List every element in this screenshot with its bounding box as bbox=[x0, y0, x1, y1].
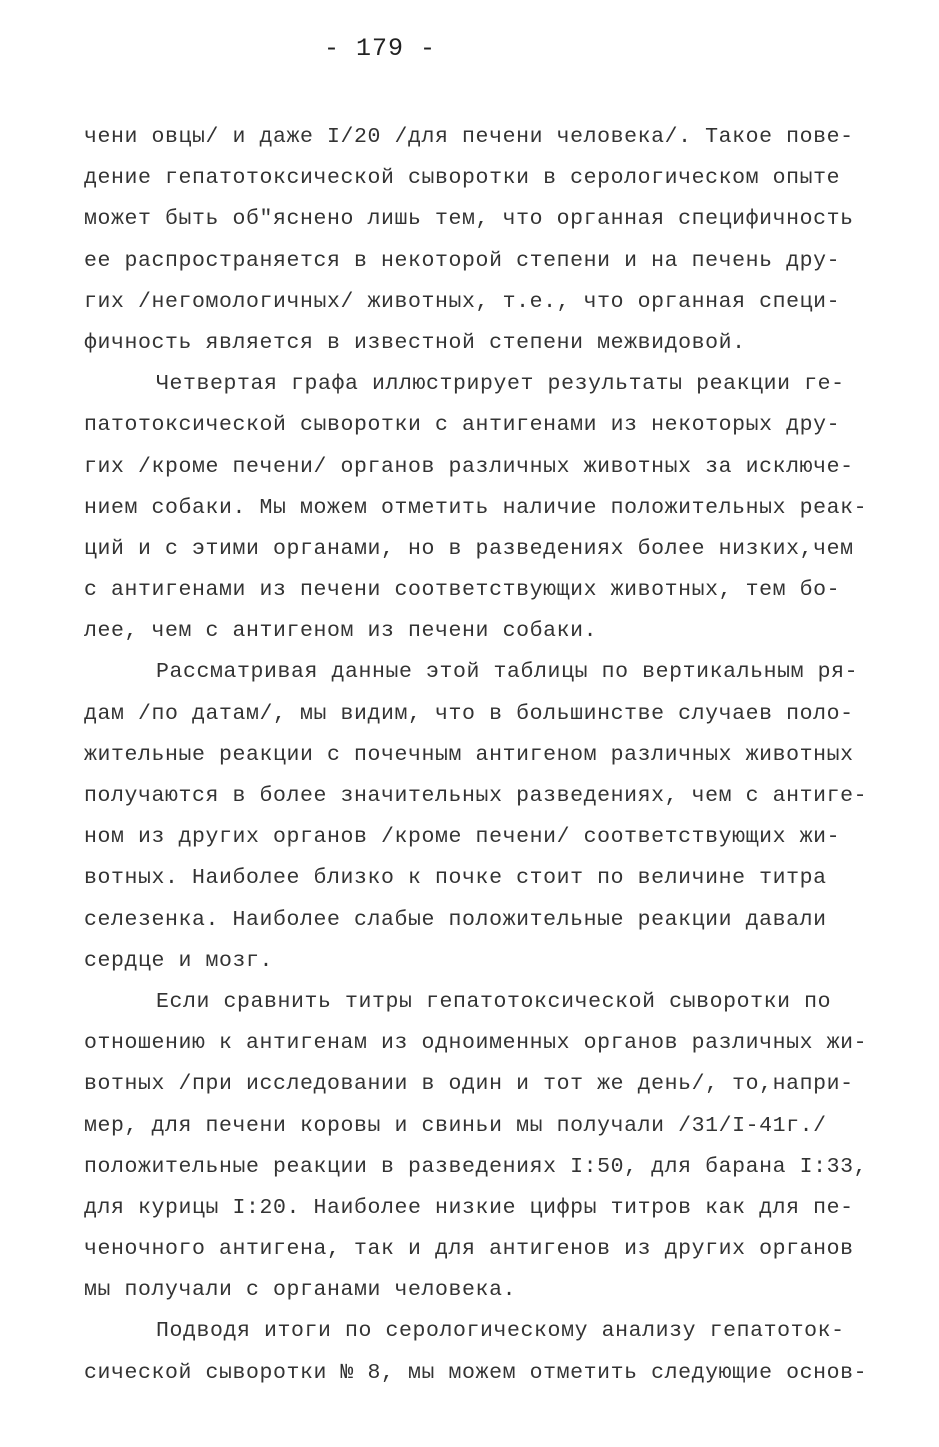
text-line: гих /кроме печени/ органов различных животных за исключе- bbox=[84, 454, 854, 479]
text-line: ченочного антигена, так и для антигенов из других органов bbox=[84, 1237, 854, 1262]
text-line: может быть об"яснено лишь тем, что органная специфичность bbox=[84, 207, 854, 232]
text-line: селезенка. Наиболее слабые положительные реакции давали bbox=[84, 907, 827, 932]
text-line: сической сыворотки № 8, мы можем отметить следующие основ- bbox=[84, 1360, 868, 1385]
text-line: дение гепатотоксической сыворотки в серологическом опыте bbox=[84, 166, 841, 191]
text-line: патотоксической сыворотки с антигенами из некоторых дру- bbox=[84, 413, 841, 438]
text-line: ций и с этими органами, но в разведениях более низких,чем bbox=[84, 536, 854, 561]
text-line: лее, чем с антигеном из печени собаки. bbox=[84, 619, 598, 644]
paragraph-start-line: Если сравнить титры гепатотоксической сыворотки по bbox=[156, 989, 832, 1014]
text-line: с антигенами из печени соответствующих животных, тем бо- bbox=[84, 578, 841, 603]
text-line: чени овцы/ и даже I/20 /для печени человека/. Такое пове- bbox=[84, 125, 854, 149]
text-line: отношению к антигенам из одноименных органов различных жи- bbox=[84, 1031, 868, 1056]
text-line: мы получали с органами человека. bbox=[84, 1278, 517, 1303]
text-line: сердце и мозг. bbox=[84, 948, 274, 973]
body-text bbox=[84, 117, 884, 1394]
text-line: нием собаки. Мы можем отметить наличие положительных реак- bbox=[84, 495, 868, 520]
text-line: вотных /при исследовании в один и тот же день/, то,напри- bbox=[84, 1072, 854, 1097]
text-line: для курицы I:20. Наиболее низкие цифры титров как для пе- bbox=[84, 1195, 854, 1220]
text-line: положительные реакции в разведениях I:50, для барана I:33, bbox=[84, 1154, 868, 1179]
text-line: мер, для печени коровы и свиньи мы получали /31/I-41г./ bbox=[84, 1113, 827, 1138]
paragraph-start-line: Подводя итоги по серологическому анализу гепатоток- bbox=[156, 1319, 845, 1344]
text-line: фичность является в известной степени межвидовой. bbox=[84, 330, 746, 355]
text-line: ном из других органов /кроме печени/ соответствующих жи- bbox=[84, 825, 841, 850]
text-line: дам /по датам/, мы видим, что в большинстве случаев поло- bbox=[84, 701, 854, 726]
text-line: гих /негомологичных/ животных, т.е., что органная специ- bbox=[84, 289, 841, 314]
text-line: вотных. Наиболее близко к почке стоит по величине титра bbox=[84, 866, 827, 891]
page-number: - 179 - bbox=[323, 34, 437, 63]
text-line: жительные реакции с почечным антигеном различных животных bbox=[84, 742, 854, 767]
text-line: ее распространяется в некоторой степени и на печень дру- bbox=[84, 248, 841, 273]
paragraph-start-line: Четвертая графа иллюстрирует результаты реакции ге- bbox=[156, 372, 845, 397]
paragraph-start-line: Рассматривая данные этой таблицы по вертикальным ря- bbox=[156, 660, 859, 685]
text-line: получаются в более значительных разведениях, чем с антиге- bbox=[84, 784, 868, 808]
